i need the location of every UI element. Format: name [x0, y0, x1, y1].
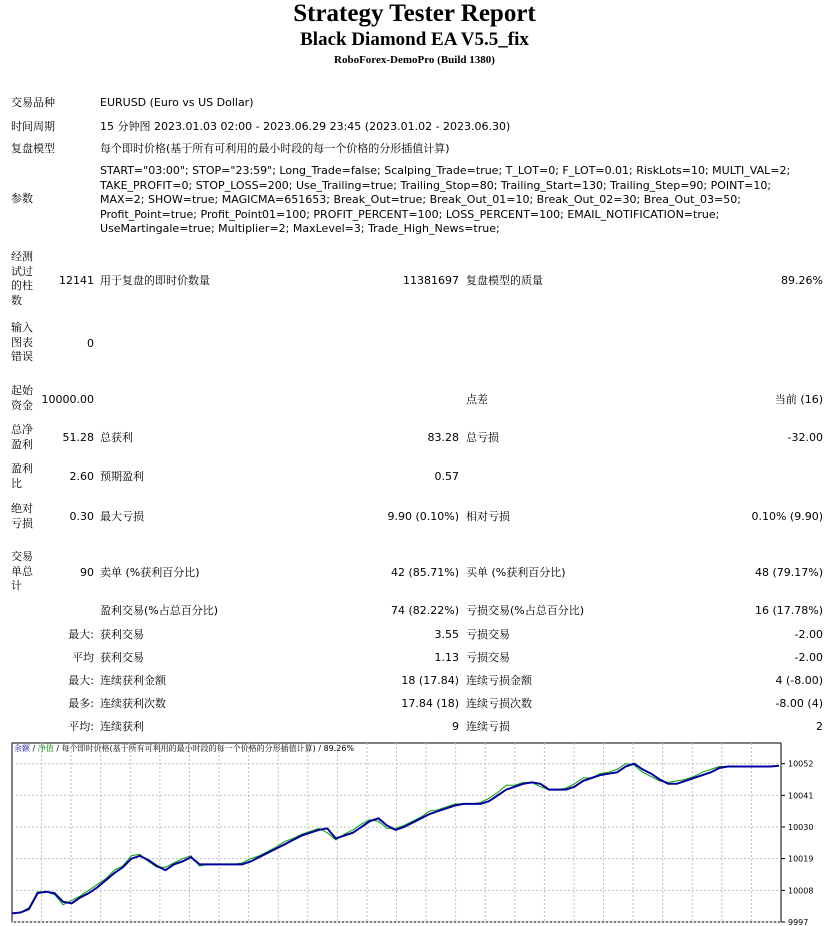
- win-trades-value: 74 (82.22%): [390, 604, 459, 617]
- chart-title-balance: 余额: [14, 744, 30, 753]
- chart-y-tick-label: 10008: [788, 886, 814, 896]
- deposit-label: 起始资金: [11, 384, 33, 412]
- gross-loss-label: 总亏损: [466, 431, 499, 444]
- average-win-value: 1.13: [434, 651, 459, 664]
- chart-y-tick-label: 10041: [788, 791, 814, 801]
- cons-win-amount-label: 连续获利金额: [100, 674, 166, 687]
- cons-win-amount-value: 18 (17.84): [401, 674, 459, 687]
- model-value: 每个即时价格(基于所有可利用的最小时段的每一个价格的分形插值计算): [100, 142, 450, 155]
- loss-trades-value: 16 (17.78%): [754, 604, 823, 617]
- avg-cons-win-value: 9: [452, 720, 459, 733]
- cons-loss-count-label: 连续亏损次数: [466, 697, 532, 710]
- chart-y-tick-label: 10019: [788, 854, 814, 864]
- avg-cons-loss-value: 2: [816, 720, 823, 733]
- expected-payoff-label: 预期盈利: [100, 470, 144, 483]
- largest-loss-value: -2.00: [794, 628, 823, 641]
- largest-loss-label: 亏损交易: [466, 628, 510, 641]
- net-profit-value: 51.28: [62, 431, 94, 444]
- loss-trades-label: 亏损交易(%占总百分比): [466, 604, 585, 617]
- balance-chart-svg: [11, 742, 829, 926]
- cons-win-count-label: 连续获利次数: [100, 697, 166, 710]
- profit-factor-value: 2.60: [69, 470, 94, 483]
- ea-name: Black Diamond EA V5.5_fix: [300, 29, 529, 50]
- cons-win-count-value: 17.84 (18): [401, 697, 459, 710]
- chart-title-rest: / 每个即时价格(基于所有可利用的最小时段的每一个价格的分形插值计算) / 89.26%: [53, 744, 355, 753]
- chart-title: [14, 744, 354, 754]
- chart-y-tick-label: 9997: [788, 918, 809, 926]
- short-trades-value: 42 (85.71%): [390, 566, 459, 579]
- model-label: 复盘模型: [11, 142, 55, 155]
- bars-label: 经测试过的柱数: [11, 250, 33, 307]
- gross-loss-value: -32.00: [787, 431, 823, 444]
- long-trades-label: 买单 (%获利百分比): [466, 566, 566, 579]
- chart-y-tick-label: 10052: [788, 759, 814, 769]
- max-consecutive-prefix: 最大:: [68, 674, 94, 687]
- long-trades-value: 48 (79.17%): [754, 566, 823, 579]
- symbol-label: 交易品种: [11, 96, 55, 109]
- average-loss-value: -2.00: [794, 651, 823, 664]
- params-label: 参数: [11, 192, 33, 205]
- gross-profit-label: 总获利: [100, 431, 133, 444]
- spread-label: 点差: [466, 393, 488, 406]
- abs-drawdown-value: 0.30: [69, 510, 94, 523]
- errors-label: 输入图表错误: [11, 321, 33, 363]
- abs-drawdown-label: 绝对亏损: [11, 502, 33, 530]
- quality-label: 复盘模型的质量: [466, 274, 543, 287]
- average-win-label: 获利交易: [100, 651, 144, 664]
- cons-loss-amount-label: 连续亏损金额: [466, 674, 532, 687]
- most-consecutive-prefix: 最多:: [68, 697, 94, 710]
- errors-value: 0: [87, 337, 94, 350]
- rel-drawdown-label: 相对亏损: [466, 510, 510, 523]
- avg-consecutive-prefix: 平均:: [68, 720, 94, 733]
- deposit-value: 10000.00: [41, 393, 94, 406]
- bars-value: 12141: [59, 274, 94, 287]
- chart-title-equity: 净值: [37, 744, 54, 753]
- spread-value: 当前 (16): [774, 393, 823, 406]
- rel-drawdown-value: 0.10% (9.90): [751, 510, 823, 523]
- quality-value: 89.26%: [781, 274, 823, 287]
- total-trades-label: 交易单总计: [11, 550, 33, 592]
- gross-profit-value: 83.28: [427, 431, 459, 444]
- average-loss-label: 亏损交易: [466, 651, 510, 664]
- cons-loss-amount-value: 4 (-8.00): [775, 674, 823, 687]
- symbol-value: EURUSD (Euro vs US Dollar): [100, 96, 254, 109]
- broker-build: RoboForex-DemoPro (Build 1380): [334, 54, 495, 66]
- params-value: START="03:00"; STOP="23:59"; Long_Trade=false; Scalping_Trade=true; T_LOT=0; F_LOT=0.01; RiskLots=10; MULTI_VAL=2; TAKE_PROFIT=0; STOP_LOSS=200; Use_Trailing=true; Trailing_Stop=80; Trailing_Start=130; Trailing_Step=90; POINT=10; MAX=2; SHOW=true; MAGICMA=651653; Break_Out=true; Break_Out_01=10; Break_Out_02=30; Brea_Out_03=50; Profit_Point=true; Profit_Point01=100; PROFIT_PERCENT=100; LOSS_PERCENT=100; EMAIL_NOTIFICATION=true; UseMartingale=true; Multiplier=2; MaxLevel=3; Trade_High_News=true;: [100, 164, 791, 235]
- short-trades-label: 卖单 (%获利百分比): [100, 566, 200, 579]
- largest-prefix: 最大:: [68, 628, 94, 641]
- balance-chart: [11, 742, 829, 926]
- net-profit-label: 总净盈利: [11, 423, 33, 451]
- profit-factor-label: 盈利比: [11, 462, 33, 490]
- max-drawdown-value: 9.90 (0.10%): [387, 510, 459, 523]
- period-label: 时间周期: [11, 120, 55, 133]
- max-drawdown-label: 最大亏损: [100, 510, 144, 523]
- average-prefix: 平均: [72, 651, 94, 664]
- win-trades-label: 盈利交易(%占总百分比): [100, 604, 219, 617]
- cons-loss-count-value: -8.00 (4): [775, 697, 823, 710]
- chart-title-sep: /: [30, 744, 38, 753]
- report-title: Strategy Tester Report: [293, 0, 536, 27]
- ticks-label: 用于复盘的即时价数量: [100, 274, 210, 287]
- chart-y-tick-label: 10030: [788, 822, 814, 832]
- period-value: 15 分钟图 2023.01.03 02:00 - 2023.06.29 23:45 (2023.01.02 - 2023.06.30): [100, 120, 511, 133]
- avg-cons-loss-label: 连续亏损: [466, 720, 510, 733]
- largest-win-label: 获利交易: [100, 628, 144, 641]
- avg-cons-win-label: 连续获利: [100, 720, 144, 733]
- total-trades-value: 90: [80, 566, 94, 579]
- expected-payoff-value: 0.57: [434, 470, 459, 483]
- ticks-value: 11381697: [403, 274, 459, 287]
- largest-win-value: 3.55: [434, 628, 459, 641]
